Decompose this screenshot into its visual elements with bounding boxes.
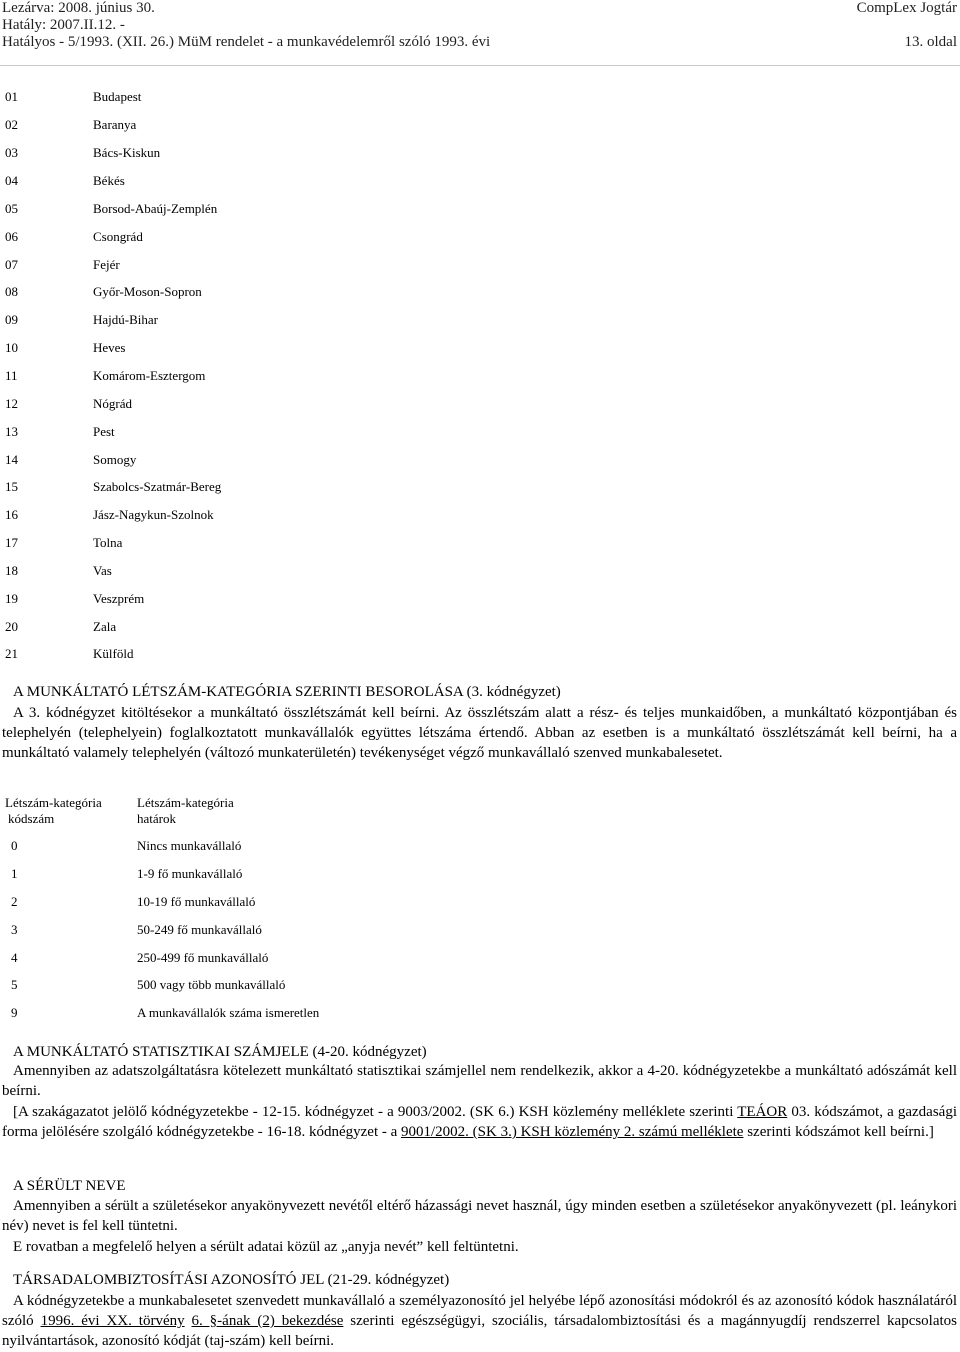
- category-code: 5: [11, 977, 18, 992]
- county-code: 05: [5, 201, 18, 216]
- taj-text: [185, 1313, 192, 1329]
- county-code: 15: [5, 479, 18, 494]
- county-name: Győr-Moson-Sopron: [93, 284, 202, 299]
- header-line: Létszám-kategória: [5, 795, 102, 810]
- category-label: 250-499 fő munkavállaló: [137, 950, 269, 965]
- teaor-link[interactable]: TEÁOR: [737, 1104, 788, 1120]
- county-code: 01: [5, 89, 18, 104]
- county-code: 10: [5, 340, 18, 355]
- header-line: kódszám: [8, 811, 55, 826]
- source-label: CompLex Jogtár: [856, 0, 957, 16]
- injured-paragraph-1: Amennyiben a sérült a születésekor anyakönyvezett nevétől eltérő házassági nevet használ, úgy minden esetben a születésekor anyakönyvezett (pl. leánykori név) nevet is fel kell tüntetni.: [2, 1198, 957, 1234]
- county-code: 04: [5, 173, 18, 188]
- effect-date: Hatály: 2007.II.12. -: [2, 17, 125, 33]
- county-code: 17: [5, 535, 18, 550]
- headcount-paragraph: A 3. kódnégyzet kitöltésekor a munkáltató összlétszámát kell beírni. Az összlétszám alatt a rész- és teljes munkaidőben, a munkáltató központjában és telephelyén (telephelyein) foglalkoztatott munkavállalók együttes létszáma értendő. Abban az esetben is a munkáltató összlétszámát kell beírni, ha a munkáltató valamely telephelyén (változó munkaterületén) tevékenységet végző munkavállaló szenved munkabalesetet.: [2, 705, 957, 761]
- taj-paragraph: [2, 1291, 957, 1351]
- county-name: Csongrád: [93, 229, 143, 244]
- stat-text: 03. kódszámot, a gazdasági forma jelölésére szolgáló kódnégyzetekbe - 16-18. kódnégyzet - a: [2, 1104, 958, 1140]
- county-code: 06: [5, 229, 18, 244]
- county-name: Heves: [93, 340, 126, 355]
- county-name: Békés: [93, 173, 125, 188]
- stat-paragraph-2: [2, 1102, 957, 1142]
- table-header-limits: [137, 795, 234, 827]
- page-number: 13. oldal: [904, 34, 957, 50]
- county-code: 09: [5, 312, 18, 327]
- county-name: Pest: [93, 424, 115, 439]
- injured-paragraph-2: E rovatban a megfelelő helyen a sérült adatai közül az „anyja nevét” kell feltüntetni.: [13, 1239, 519, 1255]
- section-heading-taj: TÁRSADALOMBIZTOSÍTÁSI AZONOSÍTÓ JEL (21-29. kódnégyzet): [13, 1272, 450, 1288]
- county-name: Nógrád: [93, 396, 132, 411]
- county-name: Hajdú-Bihar: [93, 312, 158, 327]
- county-name: Külföld: [93, 646, 134, 661]
- category-code: 1: [11, 866, 18, 881]
- stat-text: szerinti kódszámot kell beírni.]: [743, 1124, 934, 1140]
- category-code: 2: [11, 894, 18, 909]
- county-name: Bács-Kiskun: [93, 145, 161, 160]
- county-code: 19: [5, 591, 18, 606]
- county-code: 08: [5, 284, 18, 299]
- county-code: 16: [5, 507, 18, 522]
- county-code: 18: [5, 563, 18, 578]
- county-code: 20: [5, 619, 18, 634]
- category-code: 0: [11, 838, 18, 853]
- county-code: 07: [5, 257, 18, 272]
- stat-paragraph-1: Amennyiben az adatszolgáltatásra kötelezett munkáltató statisztikai számjellel nem rendelkezik, akkor a 4-20. kódnégyzetekbe a munkáltató adószámát kell beírni.: [2, 1063, 957, 1099]
- category-label: 500 vagy több munkavállaló: [137, 977, 286, 992]
- section-heading-injured: A SÉRÜLT NEVE: [13, 1178, 126, 1194]
- table-header-code: [5, 795, 102, 827]
- section-6-paragraph-2-link[interactable]: 6. §-ának (2) bekezdése: [191, 1313, 344, 1329]
- ksh-announcement-link[interactable]: 9001/2002. (SK 3.) KSH közlemény 2. számú melléklete: [401, 1124, 744, 1140]
- county-code: 21: [5, 646, 18, 661]
- county-name: Vas: [93, 563, 112, 578]
- taj-text: A kódnégyzetekbe a munkabalesetet szenvedett munkavállaló a személyazonosító jel helyébe lépő azonosítási módokról és az azonosító kódok használatáról szóló: [2, 1293, 957, 1329]
- taj-text: szerinti egészségügyi, szociális, társadalombiztosítási és a magánnyugdíj rendszerrel kapcsolatos nyilvántartások, azonosító kódját (taj-szám) kell beírni.: [2, 1313, 958, 1349]
- stat-text: [A szakágazatot jelölő kódnégyzetekbe - 12-15. kódnégyzet - a 9003/2002. (SK 6.) KSH közlemény melléklete szerinti: [13, 1104, 738, 1120]
- county-code: 14: [5, 452, 18, 467]
- county-code: 02: [5, 117, 18, 132]
- act-1996-xx-link[interactable]: 1996. évi XX. törvény: [40, 1313, 185, 1329]
- category-code: 4: [11, 950, 18, 965]
- county-name: Jász-Nagykun-Szolnok: [93, 507, 214, 522]
- county-code: 11: [5, 368, 18, 383]
- closing-date: Lezárva: 2008. június 30.: [2, 0, 155, 16]
- header-line: határok: [137, 811, 176, 826]
- county-name: Fejér: [93, 257, 120, 272]
- county-name: Tolna: [93, 535, 123, 550]
- category-code: 3: [11, 922, 18, 937]
- category-label: A munkavállalók száma ismeretlen: [137, 1005, 320, 1020]
- category-label: 1-9 fő munkavállaló: [137, 866, 243, 881]
- county-code: 13: [5, 424, 18, 439]
- category-code: 9: [11, 1005, 18, 1020]
- county-code: 12: [5, 396, 18, 411]
- county-name: Veszprém: [93, 591, 145, 606]
- county-name: Budapest: [93, 89, 142, 104]
- header-line: Létszám-kategória: [137, 795, 234, 810]
- county-name: Zala: [93, 619, 117, 634]
- county-name: Borsod-Abaúj-Zemplén: [93, 201, 218, 216]
- section-heading-headcount: A MUNKÁLTATÓ LÉTSZÁM-KATEGÓRIA SZERINTI BESOROLÁSA (3. kódnégyzet): [13, 684, 561, 700]
- county-name: Szabolcs-Szatmár-Bereg: [93, 479, 222, 494]
- county-name: Komárom-Esztergom: [93, 368, 206, 383]
- county-code: 03: [5, 145, 18, 160]
- category-label: Nincs munkavállaló: [137, 838, 242, 853]
- header-divider: [0, 65, 960, 66]
- county-name: Baranya: [93, 117, 137, 132]
- section-heading-stat: A MUNKÁLTATÓ STATISZTIKAI SZÁMJELE (4-20. kódnégyzet): [13, 1044, 427, 1060]
- document-title: Hatályos - 5/1993. (XII. 26.) MüM rendelet - a munkavédelemről szóló 1993. évi: [2, 34, 491, 50]
- category-label: 50-249 fő munkavállaló: [137, 922, 262, 937]
- county-name: Somogy: [93, 452, 137, 467]
- category-label: 10-19 fő munkavállaló: [137, 894, 256, 909]
